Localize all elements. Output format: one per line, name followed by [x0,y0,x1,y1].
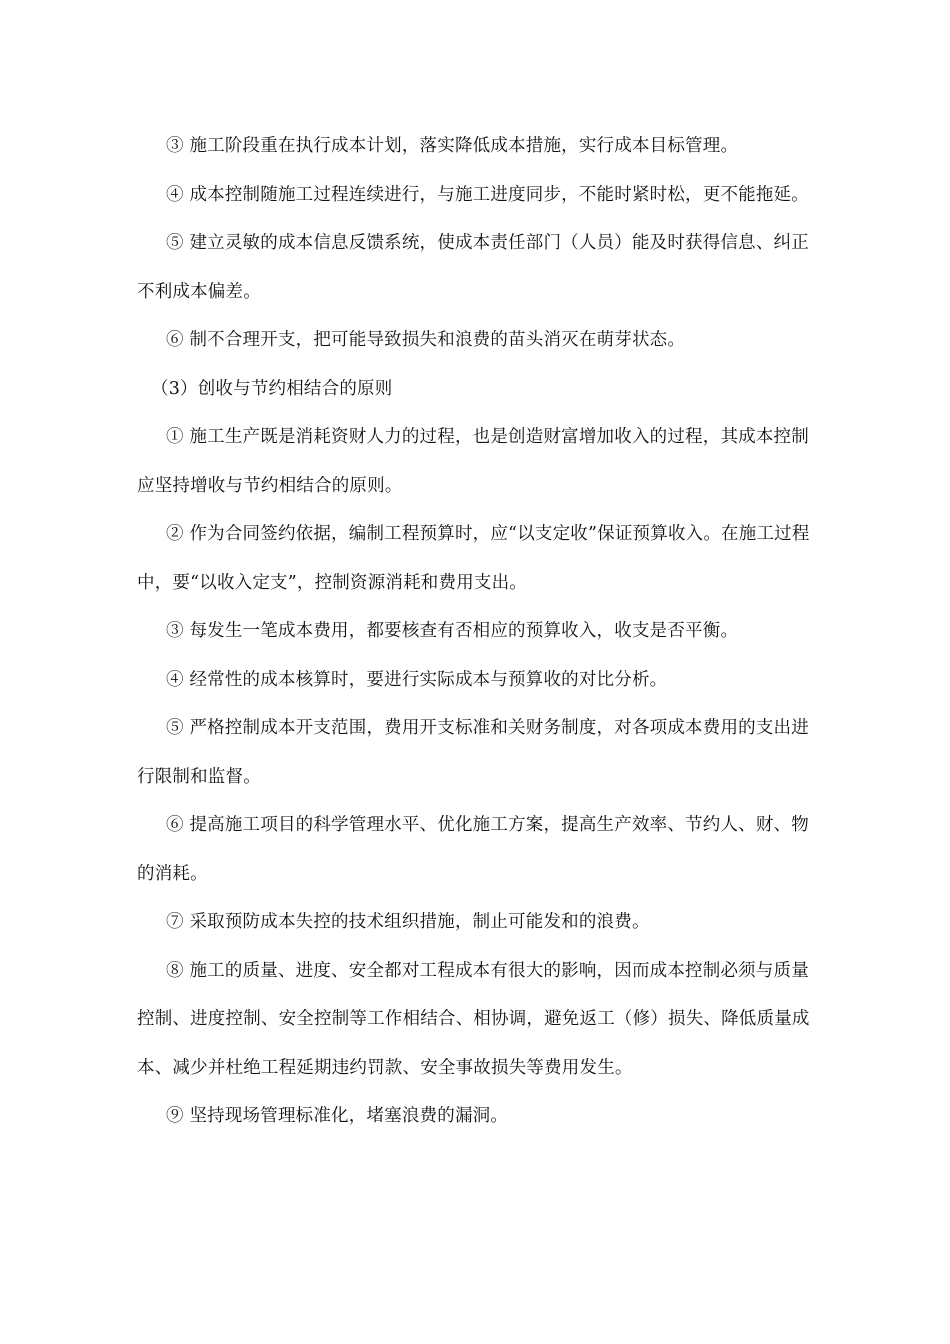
paragraph-item-3: ③ 施工阶段重在执行成本计划，落实降低成本措施，实行成本目标管理。 [166,136,739,156]
paragraph-item-1: ① 施工生产既是消耗资财人力的过程，也是创造财富增加收入的过程，其成本控制应坚持增收与节约相结合的原则。 [137,427,809,496]
paragraph-item-6: ⑥ 制不合理开支，把可能导致损失和浪费的苗头消灭在萌芽状态。 [166,330,686,350]
paragraph-item-4: ④ 成本控制随施工过程连续进行，与施工进度同步，不能时紧时松，更不能拖延。 [166,184,809,205]
paragraph-item-3b: ③ 每发生一笔成本费用，都要核查有否相应的预算收入，收支是否平衡。 [166,621,739,641]
paragraph-item-2: ② 作为合同签约依据，编制工程预算时，应“以支定收”保证预算收入。在施工过程中，要“以收入定支”，控制资源消耗和费用支出。 [137,524,810,593]
paragraph-item-5: ⑤ 建立灵敏的成本信息反馈系统，使成本责任部门（人员）能及时获得信息、纠正不利成本偏差。 [137,233,809,302]
paragraph-item-6b: ⑥ 提高施工项目的科学管理水平、优化施工方案，提高生产效率、节约人、财、物的消耗。 [137,815,809,884]
paragraph-item-8: ⑧ 施工的质量、进度、安全都对工程成本有很大的影响，因而成本控制必须与质量控制、进度控制、安全控制等工作相结合、相协调，避免返工（修）损失、降低质量成本、减少并杜绝工程延期违约罚款、安全事故损失等费用发生。 [137,960,810,1078]
paragraph-item-5b: ⑤ 严格控制成本开支范围，费用开支标准和关财务制度，对各项成本费用的支出进行限制和监督。 [137,718,809,787]
paragraph-item-7: ⑦ 采取预防成本失控的技术组织措施，制止可能发和的浪费。 [166,912,650,932]
section-heading-3: （3）创收与节约相结合的原则 [151,378,393,399]
document-body [137,122,817,1141]
paragraph-item-4b: ④ 经常性的成本核算时，要进行实际成本与预算收的对比分析。 [166,669,668,690]
paragraph-item-9: ⑨ 坚持现场管理标准化，堵塞浪费的漏洞。 [166,1106,509,1126]
